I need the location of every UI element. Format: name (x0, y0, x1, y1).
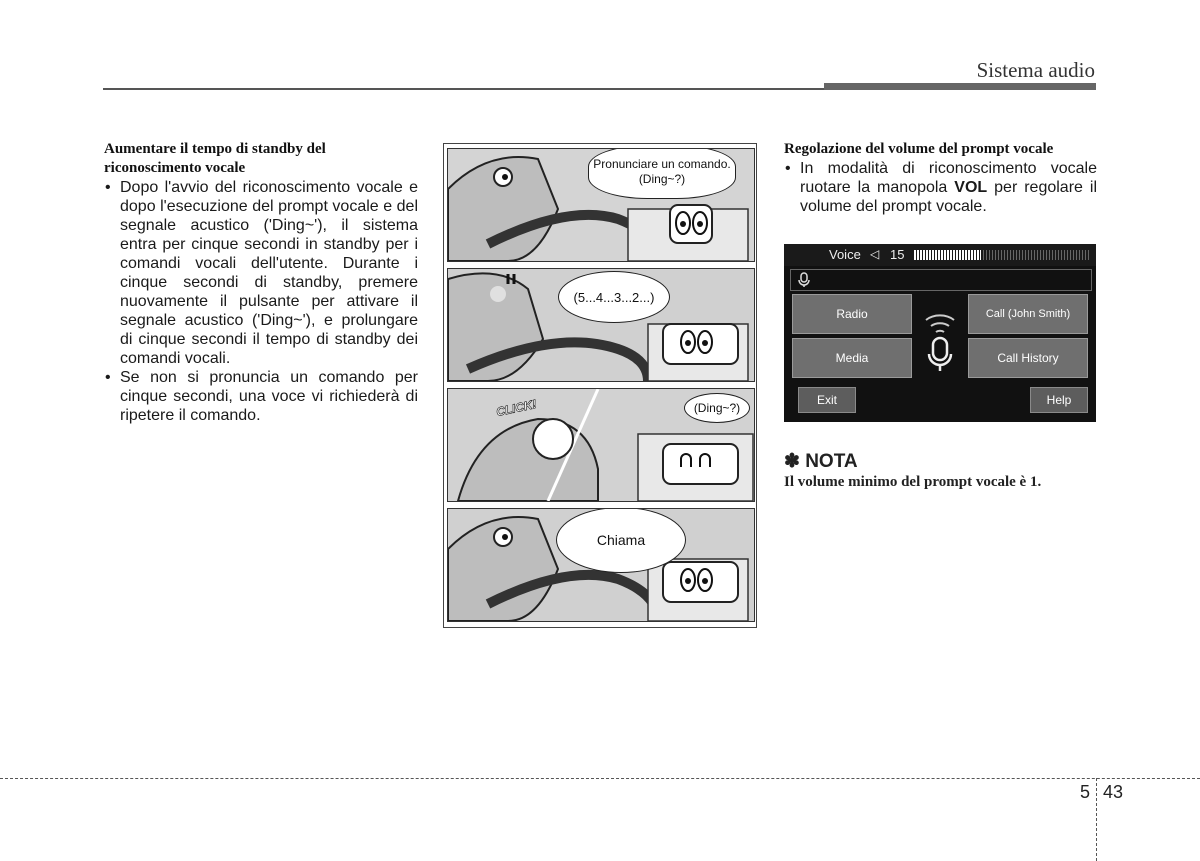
mic-status-row (790, 269, 1092, 291)
click-sound-effect: CLICK! (494, 396, 538, 420)
page-number: 43 (1103, 782, 1124, 802)
comic-panel-1 (447, 148, 755, 262)
exit-button[interactable]: Exit (798, 387, 856, 413)
vol-knob-label: VOL (954, 179, 988, 196)
call-contact-button[interactable]: Call (John Smith) (968, 294, 1088, 334)
section-number: 5 (1080, 782, 1091, 802)
footer-rule (0, 778, 1200, 779)
volume-bullet (784, 159, 1097, 216)
volume-status-bar (784, 244, 1096, 266)
comic-panel-3 (447, 388, 755, 502)
standby-bullet-list (104, 178, 418, 425)
comic-panel-4 (447, 508, 755, 622)
header-rule (103, 88, 825, 90)
speech-bubble-call: Chiama (556, 508, 686, 573)
standby-bullet-2: • Se non si pronuncia un comando per cinque secondi, una voce vi richiederà di ripetere il comando. (104, 368, 418, 425)
footer-divider (1096, 778, 1097, 861)
volume-section-title: Regolazione del volume del prompt vocale (784, 141, 1054, 157)
nota-text: Il volume minimo del prompt vocale è 1. (784, 474, 1042, 490)
speaker-icon: ◁ (870, 247, 880, 261)
volume-bullet-list (784, 159, 1097, 216)
voice-recognition-screen (784, 244, 1096, 422)
standby-section-title: Aumentare il tempo di standby del riconoscimento vocale (104, 141, 326, 176)
speech-bubble-ding: (Ding~?) (684, 393, 750, 423)
comic-panel-2 (447, 268, 755, 382)
media-button[interactable]: Media (792, 338, 912, 378)
standby-section (104, 140, 418, 425)
voice-recognition-mic-icon (918, 306, 962, 376)
speech-bubble-countdown: (5...4...3...2...) (558, 271, 670, 323)
volume-bullet-text-end: per regolare il volume del prompt vocale. (800, 179, 1097, 215)
comic-strip-illustration (443, 143, 757, 628)
volume-bullet-text-start: In modalità di riconoscimento vocale ruotare la manopola (800, 160, 1097, 196)
voice-label: Voice (829, 247, 861, 262)
mic-icon (798, 272, 810, 288)
radio-button[interactable]: Radio (792, 294, 912, 334)
help-button[interactable]: Help (1030, 387, 1088, 413)
nota-title: ✽ NOTA (784, 451, 858, 472)
speech-bubble-prompt: Pronunciare un comando. (Ding~?) (588, 148, 736, 199)
volume-bar-fill (914, 250, 981, 260)
header-rule-accent (824, 83, 1096, 90)
volume-bar-track (914, 250, 1090, 260)
volume-value: 15 (890, 247, 905, 262)
volume-section (784, 140, 1097, 216)
page-header-title: Sistema audio (976, 58, 1095, 82)
standby-bullet-1: • Dopo l'avvio del riconoscimento vocale e dopo l'esecuzione del prompt vocale e del segnale acustico ('Ding~'), il sistema entra per cinque secondi in standby per i comandi vocali dell'utente. Durante i cinque secondi di standby, premere nuovamente il pulsante per attivare il segnale acustico ('Ding~'), e prolungare di cinque secondi il tempo di standby dei comandi vocali. (104, 178, 418, 368)
call-history-button[interactable]: Call History (968, 338, 1088, 378)
